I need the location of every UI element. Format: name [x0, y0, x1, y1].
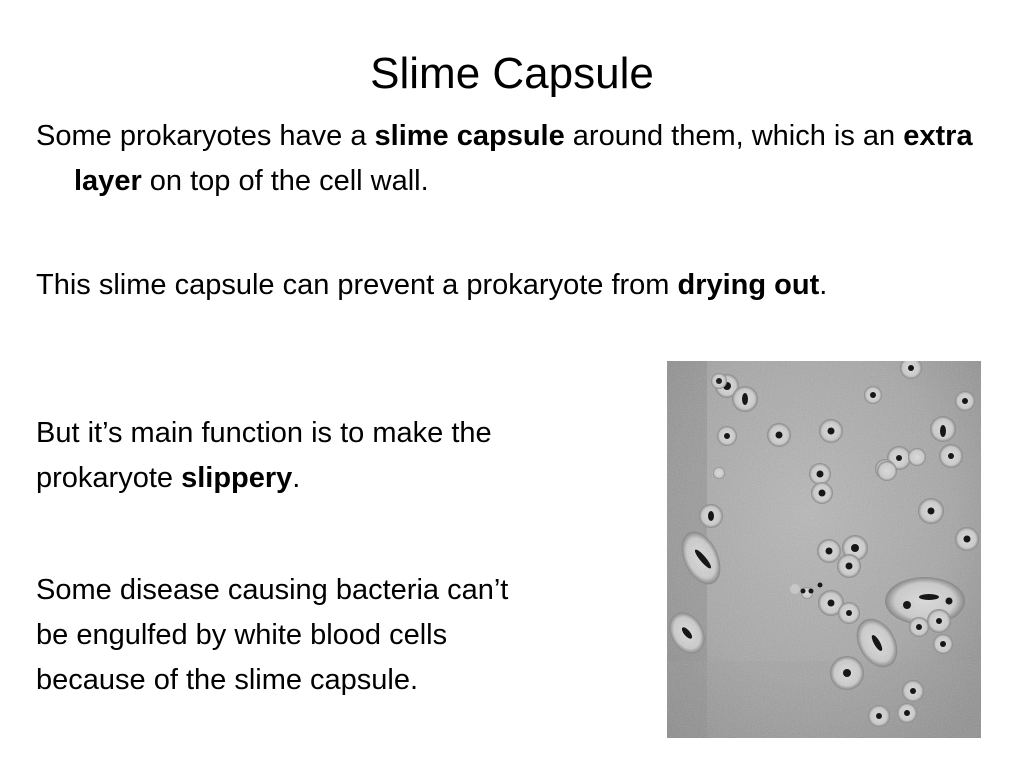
p1-text-post: on top of the cell wall.: [141, 165, 429, 197]
slide-title: Slime Capsule: [370, 49, 654, 98]
p4-line-1: Some disease causing bacteria can’t: [36, 574, 509, 606]
p3-text-post: .: [292, 462, 301, 494]
p3-bold-slippery: slippery: [181, 462, 293, 494]
p1-text-mid: around them, which is an: [564, 120, 904, 152]
p4-line-2: be engulfed by white blood cells: [36, 619, 448, 651]
paragraph-slippery: [36, 411, 656, 501]
paragraph-drying-out: [36, 263, 994, 308]
p2-text-post: .: [819, 269, 828, 301]
p1-bold-slime-capsule: slime capsule: [374, 120, 565, 152]
p2-bold-drying-out: drying out: [677, 269, 820, 301]
p2-text-pre: This slime capsule can prevent a prokaryote from: [36, 269, 678, 301]
paragraph-disease-bacteria: [36, 568, 656, 703]
p1-bold-extra-layer: extra layer: [74, 120, 973, 197]
p4-line-3: because of the slime capsule.: [36, 664, 419, 696]
p1-text-pre: Some prokaryotes have a: [36, 120, 375, 152]
paragraph-slime-capsule-intro: [36, 114, 974, 204]
p3-text-pre: prokaryote: [36, 462, 182, 494]
bacteria-capsule-micrograph: [667, 361, 981, 738]
p3-line-1: But it’s main function is to make the: [36, 417, 492, 449]
micrograph-image: [667, 361, 981, 738]
